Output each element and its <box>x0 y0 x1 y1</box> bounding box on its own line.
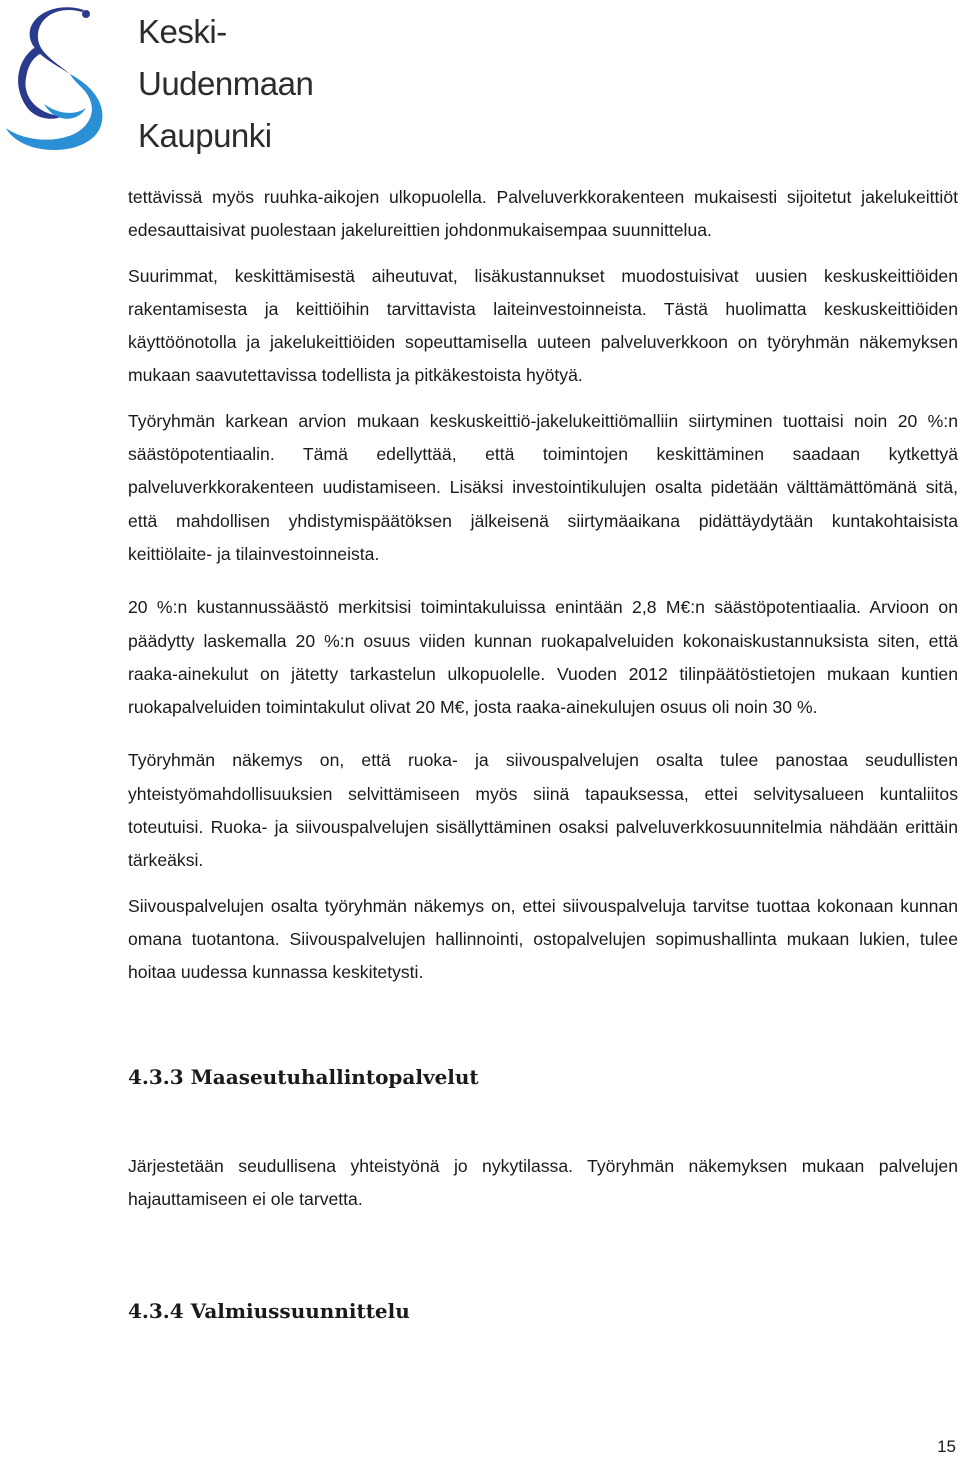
logo-line-2: Uudenmaan <box>138 65 314 102</box>
document-body <box>128 181 958 1326</box>
logo-line-1: Keski- <box>138 13 227 50</box>
logo-wordmark <box>138 6 313 162</box>
paragraph-6: Siivouspalvelujen osalta työryhmän näkemys on, ettei siivouspalveluja tarvitse tuottaa kokonaan kunnan omana tuotantona. Siivouspalvelujen hallinnointi, ostopalvelujen sopimushallinta mukaan lukien, tulee hoitaa uudessa kunnassa keskitetysti. <box>128 895 958 983</box>
page-header <box>4 4 324 154</box>
section-heading-434: 4.3.4 Valmiussuunnittelu <box>128 1299 410 1324</box>
paragraph-4: 20 %:n kustannussäästö merkitsisi toimintakuluissa enintään 2,8 M€:n säästöpotentiaalia. Arvioon on päädytty laskemalla 20 %:n osuus viiden kunnan ruokapalveluiden kokonaiskustannuksista siten, että raaka-ainekulut on jätetty tarkastelun ulkopuolelle. Vuoden 2012 tilinpäätöstietojen mukaan kuntien ruokapalveluiden toimintakulut olivat 20 M€, josta raaka-ainekulujen osuus oli noin 30 %. <box>128 597 958 718</box>
section-heading-433: 4.3.3 Maaseutuhallintopalvelut <box>128 1064 479 1089</box>
page-number: 15 <box>937 1437 956 1456</box>
paragraph-5: Työryhmän näkemys on, että ruoka- ja siivouspalvelujen osalta tulee panostaa seudullisten yhteistyömahdollisuuksien selvittämiseen myös siinä tapauksessa, ettei selvitysalueen kuntaliitos toteutuisi. Ruoka- ja siivouspalvelujen sisällyttäminen osaksi palveluverkkosuunnitelmia nähdään erittäin tärkeäksi. <box>128 750 958 871</box>
swan-s-logo-icon <box>4 4 124 154</box>
logo-line-3: Kaupunki <box>138 117 272 154</box>
paragraph-1: tettävissä myös ruuhka-aikojen ulkopuolella. Palveluverkkorakenteen mukaisesti sijoitetut jakelukeittiöt edesauttaisivat puolestaan jakelureittien johdonmukaisempaa suunnittelua. <box>128 187 958 241</box>
paragraph-2: Suurimmat, keskittämisestä aiheutuvat, lisäkustannukset muodostuisivat uusien keskuskeittiöiden rakentamisesta ja keittiöihin tarvittavista laiteinvestoinneista. Tästä huolimatta keskuskeittiöiden käyttöönotolla ja jakelukeittiöiden sopeuttamisella uuteen palveluverkkoon on työryhmän näkemyksen mukaan saavutettavissa todellista ja pitkäkestoista hyötyä. <box>128 265 958 386</box>
section-433-text: Järjestetään seudullisena yhteistyönä jo nykytilassa. Työryhmän näkemyksen mukaan palvelujen hajauttamiseen ei ole tarvetta. <box>128 1155 958 1209</box>
paragraph-3: Työryhmän karkean arvion mukaan keskuskeittiö-jakelukeittiömalliin siirtyminen tuottaisi noin 20 %:n säästöpotentiaalin. Tämä edellyttää, että toimintojen keskittäminen saadaan kytkettyä palveluverkkorakenteen uudistamiseen. Lisäksi investointikulujen osalta pidetään välttämättömänä sitä, että mahdollisen yhdistymispäätöksen jälkeisenä siirtymäaikana pidättäydytään kuntakohtaisista keittiölaite- ja tilainvestoinneista. <box>128 410 958 564</box>
